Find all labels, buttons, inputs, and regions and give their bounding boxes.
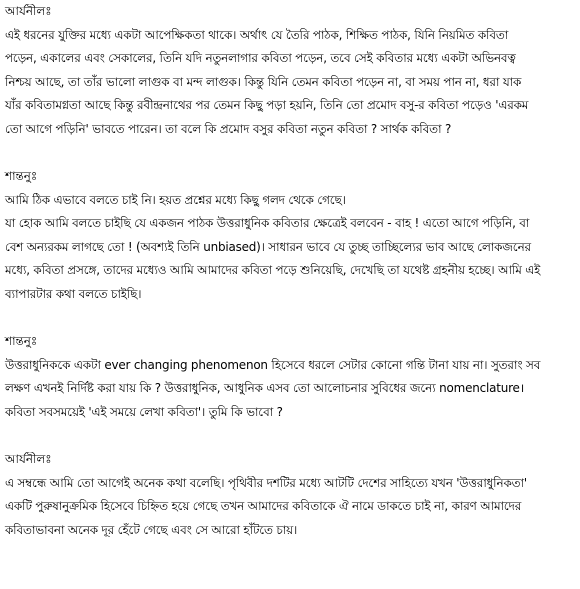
section-spacer (5, 424, 575, 448)
paragraph-line: এ সম্বন্ধে আমি তো আগেই অনেক কথা বলেছি। পৃথিবীর দশটির মধ্যে আটটি দেশের সাহিত্যে যখন 'উত্তরাধুনিকতা' (5, 475, 527, 490)
dialogue-section-1 (5, 0, 575, 141)
document-body (5, 0, 575, 542)
speaker-name: আর্যনীলঃ (5, 4, 52, 18)
paragraph-line: যা হোক আমি বলতে চাইছি যে একজন পাঠক উত্তরাধুনিক কবিতার ক্ষেত্রেই বলবেন - বাহ ! এতো আগে পড়িনি, বা (5, 216, 530, 230)
paragraph-line: লক্ষণ এখনই নির্দিষ্ট করা যায় কি ? উত্তরাধুনিক, আধুনিক এসব তো আলোচনার সুবিধের জন্যে nomenclature। (5, 381, 525, 395)
paragraph-line: নিশ্চয় আছে, তা তাঁর ভালো লাগুক বা মন্দ লাগুক। কিন্তু যিনি তেমন কবিতা পড়েন না, বা সময় পান না, ধরা যাক (5, 74, 522, 89)
paragraph-line: ব্যাপারটার কথা বলতে চাইছি। (5, 286, 142, 301)
paragraph-line: বেশ অন্যরকম লাগছে তো ! (অবশ্যই তিনি unbiased)। সাধারন ভাবে যে তুচ্ছ তাচ্ছিল্যের ভাব আছে লোকজনের (5, 239, 531, 254)
speaker-name: আর্যনীলঃ (5, 452, 52, 466)
paragraph-line: একটি পুরুষানুক্রমিক হিসেবে চিহ্নিত হয়ে গেছে তখন আমাদের কবিতাকে ঐ নামে ডাকতে চাই না, কারণ আমাদের (5, 499, 522, 513)
speaker-name: শান্তনুঃ (5, 334, 38, 348)
paragraph-line: এই ধরনের যুক্তির মধ্যে একটা আপেক্ষিকতা থাকে। অর্থাৎ যে তৈরি পাঠক, শিক্ষিত পাঠক, যিনি নিয়মিত কবিতা (5, 27, 509, 42)
paragraph-line: আমি ঠিক এভাবে বলতে চাই নি। হয়ত প্রশ্নের মধ্যে কিছু গলদ থেকে গেছে। (5, 192, 346, 207)
speaker-name: শান্তনুঃ (5, 169, 38, 183)
section-spacer (5, 141, 575, 165)
dialogue-section-2 (5, 165, 575, 306)
paragraph-line: কবিতাভাবনা অনেক দূর হেঁটে গেছে এবং সে আরো হাঁটতে চায়। (5, 522, 298, 537)
dialogue-section-3 (5, 330, 575, 424)
dialogue-section-4 (5, 448, 575, 542)
paragraph-line: কবিতা সবসময়েই 'এই সময়ে লেখা কবিতা'। তুমি কি ভাবো ? (5, 404, 283, 419)
paragraph-line: পড়েন, একালের এবং সেকালের, তিনি যদি নতুনলাগার কবিতা পড়েন, তবে সেই কবিতার মধ্যে একটা অভিনবত্ব (5, 51, 516, 65)
paragraph-line: যাঁর কবিতামগ্নতা আছে কিন্তু রবীন্দ্রনাথের পর তেমন কিছু পড়া হয়নি, তিনি তো প্রমোদ বসু-র কবিতা পড়েও 'এরকম (5, 98, 529, 112)
paragraph-line: উত্তরাধুনিককে একটা ever changing phenomenon হিসেবে ধরলে সেটার কোনো গন্তি টানা যায় না। সুতরাং সব (5, 357, 541, 372)
paragraph-line: তো আগে পড়িনি' ভাবতে পারেন। তা বলে কি প্রমোদ বসুর কবিতা নতুন কবিতা ? সার্থক কবিতা ? (5, 121, 452, 136)
section-spacer (5, 306, 575, 330)
paragraph-line: মধ্যে, কবিতা প্রসঙ্গে, তাদের মধ্যেও আমি আমাদের কবিতা পড়ে শুনিয়েছি, দেখেছি তা যথেষ্ট গ্রহনীয় হচ্ছে। আমি এই (5, 263, 541, 277)
